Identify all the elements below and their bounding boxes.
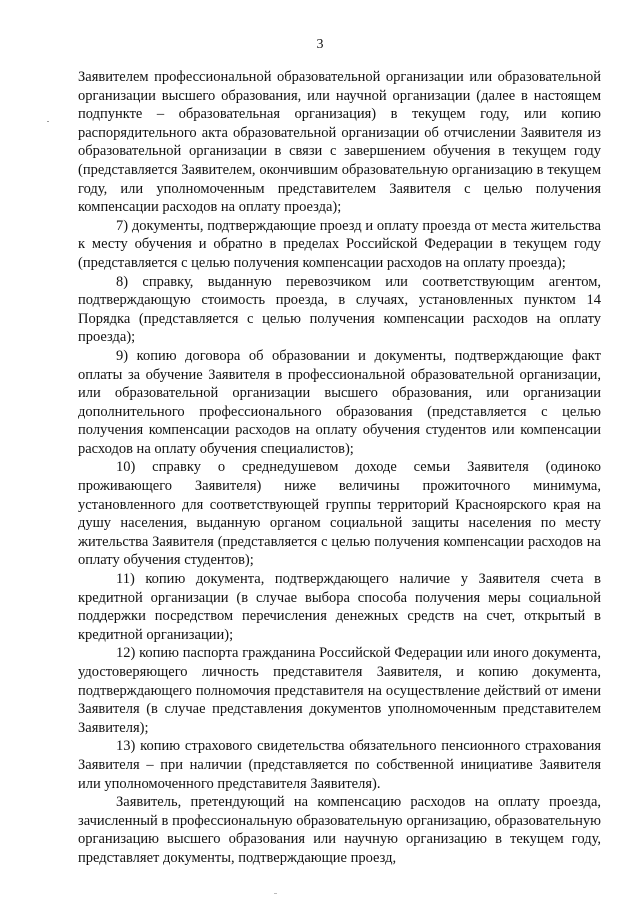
paragraph-item-10: 10) справку о среднедушевом доходе семьи Заявителя (одиноко проживающего Заявителя) ниже величины прожиточного минимума, установленного для соответствующей группы территорий Красноярского края на душу населения, выданную органом социальной защиты населения по месту жительства Заявителя (представляется с целью получения компенсации расходов на оплату обучения студентов);: [78, 459, 601, 569]
paragraph-item-13: 13) копию страхового свидетельства обязательного пенсионного страхования Заявителя – при наличии (представляется по собственной инициативе Заявителя или уполномоченного представителя Заявителя).: [78, 738, 601, 792]
scan-artifact-mark-bottom: [274, 893, 277, 894]
paragraph-item-8: 8) справку, выданную перевозчиком или соответствующим агентом, подтверждающую стоимость проезда, в случаях, установленных пунктом 14 Порядка (представляется с целью получения компенсации расходов на оплату проезда);: [78, 273, 601, 346]
scan-artifact-mark: [47, 121, 49, 122]
document-body: [78, 68, 601, 868]
paragraph-continuation: Заявителем профессиональной образовательной организации или образовательной организации высшего образования, или научной организации (далее в настоящем подпункте – образовательная организация) в текущем году, или копию распорядительного акта образовательной организации об отчислении Заявителя из образовательной организации в связи с завершением обучения в текущем году (представляется Заявителем, окончившим образовательную организацию в текущем году, или уполномоченным представителем Заявителя с целью получения компенсации расходов на оплату проезда);: [78, 69, 601, 216]
page-number: 3: [316, 37, 324, 52]
paragraph-item-7: 7) документы, подтверждающие проезд и оплату проезда от места жительства к месту обучения и обратно в пределах Российской Федерации в текущем году (представляется с целью получения компенсации расходов на оплату проезда);: [78, 217, 601, 271]
paragraph-item-11: 11) копию документа, подтверждающего наличие у Заявителя счета в кредитной организации (в случае выбора способа получения меры социальной поддержки посредством перечисления денежных средств на счет, открытый в кредитной организации);: [78, 571, 601, 643]
paragraph-item-12: 12) копию паспорта гражданина Российской Федерации или иного документа, удостоверяющего личность представителя Заявителя, и копию документа, подтверждающего полномочия представителя на осуществление действий от имени Заявителя (в случае представления документов уполномоченным представителем Заявителя);: [78, 645, 601, 736]
paragraph-final: Заявитель, претендующий на компенсацию расходов на оплату проезда, зачисленный в профессиональную образовательную организацию, образовательную организацию высшего образования или научную организацию в текущем году, представляет документы, подтверждающие проезд,: [78, 794, 601, 866]
paragraph-item-9: 9) копию договора об образовании и документы, подтверждающие факт оплаты за обучение Заявителя в профессиональной образовательной организации, или образовательной организации высшего образования, или организации дополнительного профессионального образования (представляется с целью получения компенсации расходов на оплату обучения студентов или компенсации расходов на оплату обучения специалистов);: [78, 347, 601, 457]
